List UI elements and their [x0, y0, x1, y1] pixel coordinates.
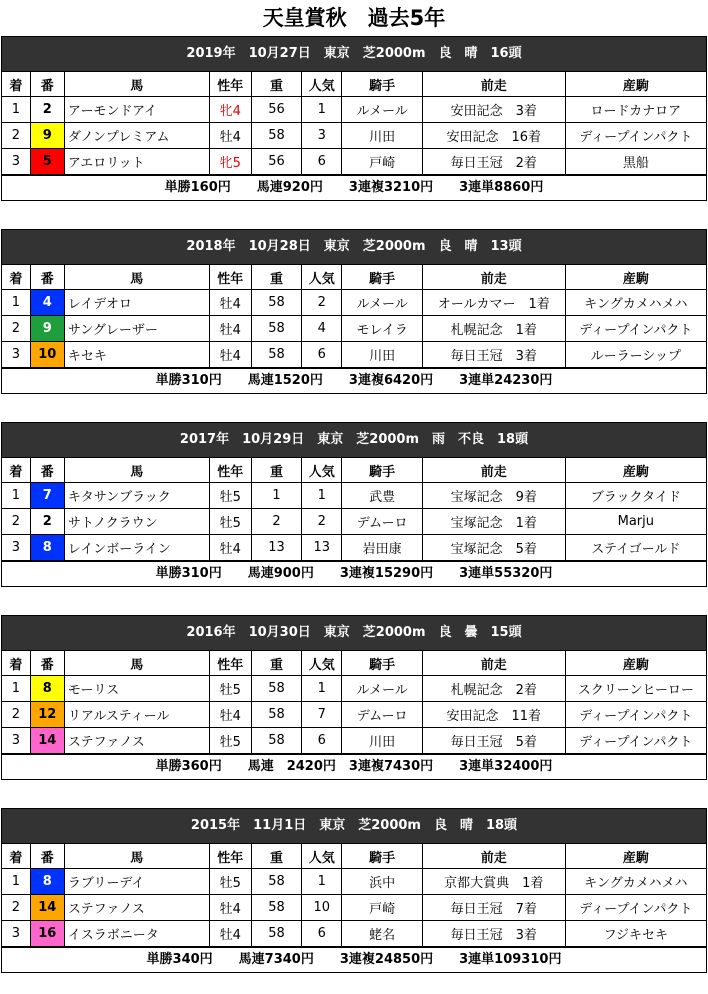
- race-list: [0, 36, 708, 973]
- prev-cell: 宝塚記念 1着: [422, 509, 565, 535]
- num-cell: 14: [30, 895, 64, 921]
- results-table: [2, 843, 706, 947]
- payout-summary: 単勝310円 馬連900円 3連複15290円 3連単55320円: [2, 561, 706, 586]
- table-row: [2, 123, 706, 149]
- payout-summary: 単勝360円 馬連 2420円 3連複7430円 3連単32400円: [2, 754, 706, 779]
- table-header-row: [2, 458, 706, 483]
- table-row: [2, 869, 706, 895]
- num-cell: 8: [30, 676, 64, 702]
- num-cell: 2: [30, 509, 64, 535]
- prev-cell: 宝塚記念 5着: [422, 535, 565, 561]
- column-header-rank: 着: [2, 265, 30, 290]
- sire-cell: ディープインパクト: [565, 895, 706, 921]
- table-row: [2, 316, 706, 342]
- column-header-num: 番: [30, 651, 64, 676]
- race-section: [1, 229, 707, 394]
- pop-cell: 6: [302, 149, 342, 175]
- horse-cell: レイデオロ: [64, 290, 209, 316]
- sexage-cell: 牡5: [209, 509, 251, 535]
- column-header-jockey: 騎手: [342, 458, 422, 483]
- num-cell: 8: [30, 869, 64, 895]
- sire-cell: ロードカナロア: [565, 97, 706, 123]
- horse-cell: イスラボニータ: [64, 921, 209, 947]
- table-row: [2, 342, 706, 368]
- sexage-cell: 牡5: [209, 483, 251, 509]
- num-cell: 16: [30, 921, 64, 947]
- sexage-cell: 牝4: [209, 97, 251, 123]
- table-row: [2, 535, 706, 561]
- table-row: [2, 921, 706, 947]
- column-header-num: 番: [30, 844, 64, 869]
- sire-cell: ディープインパクト: [565, 123, 706, 149]
- prev-cell: 安田記念 16着: [422, 123, 565, 149]
- column-header-sire: 産駒: [565, 72, 706, 97]
- pop-cell: 7: [302, 702, 342, 728]
- rank-cell: 2: [2, 895, 30, 921]
- jockey-cell: ルメール: [342, 290, 422, 316]
- pop-cell: 6: [302, 342, 342, 368]
- prev-cell: 毎日王冠 7着: [422, 895, 565, 921]
- horse-cell: キタサンブラック: [64, 483, 209, 509]
- table-row: [2, 97, 706, 123]
- column-header-sexage: 性年: [209, 458, 251, 483]
- column-header-horse: 馬: [64, 458, 209, 483]
- column-header-weight: 重: [251, 72, 301, 97]
- horse-cell: ステファノス: [64, 728, 209, 754]
- table-row: [2, 509, 706, 535]
- horse-cell: レインボーライン: [64, 535, 209, 561]
- pop-cell: 3: [302, 123, 342, 149]
- jockey-cell: デムーロ: [342, 702, 422, 728]
- horse-cell: アエロリット: [64, 149, 209, 175]
- payout-summary: 単勝340円 馬連7340円 3連複24850円 3連単109310円: [2, 947, 706, 972]
- pop-cell: 2: [302, 509, 342, 535]
- table-row: [2, 728, 706, 754]
- column-header-num: 番: [30, 265, 64, 290]
- weight-cell: 56: [251, 149, 301, 175]
- pop-cell: 1: [302, 483, 342, 509]
- sexage-cell: 牡5: [209, 676, 251, 702]
- num-cell: 4: [30, 290, 64, 316]
- table-row: [2, 483, 706, 509]
- weight-cell: 58: [251, 702, 301, 728]
- results-table: [2, 71, 706, 175]
- rank-cell: 2: [2, 509, 30, 535]
- table-header-row: [2, 265, 706, 290]
- prev-cell: 宝塚記念 9着: [422, 483, 565, 509]
- prev-cell: 毎日王冠 3着: [422, 921, 565, 947]
- column-header-sexage: 性年: [209, 651, 251, 676]
- table-row: [2, 290, 706, 316]
- sire-cell: Marju: [565, 509, 706, 535]
- horse-cell: キセキ: [64, 342, 209, 368]
- race-section: [1, 615, 707, 780]
- column-header-rank: 着: [2, 844, 30, 869]
- weight-cell: 58: [251, 895, 301, 921]
- section-gap: [0, 201, 708, 229]
- jockey-cell: 武豊: [342, 483, 422, 509]
- results-table: [2, 264, 706, 368]
- jockey-cell: ルメール: [342, 676, 422, 702]
- column-header-pop: 人気: [302, 458, 342, 483]
- prev-cell: 札幌記念 1着: [422, 316, 565, 342]
- section-gap: [0, 394, 708, 422]
- results-table: [2, 457, 706, 561]
- payout-summary: 単勝160円 馬連920円 3連複3210円 3連単8860円: [2, 175, 706, 200]
- race-header: 2016年 10月30日 東京 芝2000m 良 曇 15頭: [2, 616, 706, 650]
- payout-summary: 単勝310円 馬連1520円 3連複6420円 3連単24230円: [2, 368, 706, 393]
- sire-cell: スクリーンヒーロー: [565, 676, 706, 702]
- race-section: [1, 36, 707, 201]
- sexage-cell: 牝5: [209, 149, 251, 175]
- jockey-cell: 川田: [342, 342, 422, 368]
- column-header-weight: 重: [251, 265, 301, 290]
- race-header: 2018年 10月28日 東京 芝2000m 良 晴 13頭: [2, 230, 706, 264]
- column-header-weight: 重: [251, 844, 301, 869]
- table-row: [2, 149, 706, 175]
- pop-cell: 10: [302, 895, 342, 921]
- jockey-cell: 蛯名: [342, 921, 422, 947]
- prev-cell: 安田記念 3着: [422, 97, 565, 123]
- weight-cell: 58: [251, 290, 301, 316]
- column-header-sexage: 性年: [209, 844, 251, 869]
- rank-cell: 1: [2, 869, 30, 895]
- page-title: 天皇賞秋 過去5年: [262, 6, 446, 30]
- num-cell: 14: [30, 728, 64, 754]
- rank-cell: 1: [2, 483, 30, 509]
- column-header-sire: 産駒: [565, 265, 706, 290]
- prev-cell: 毎日王冠 5着: [422, 728, 565, 754]
- sire-cell: ステイゴールド: [565, 535, 706, 561]
- horse-cell: ラブリーデイ: [64, 869, 209, 895]
- column-header-sexage: 性年: [209, 265, 251, 290]
- sexage-cell: 牡4: [209, 535, 251, 561]
- num-cell: 12: [30, 702, 64, 728]
- prev-cell: 毎日王冠 3着: [422, 342, 565, 368]
- sexage-cell: 牡5: [209, 869, 251, 895]
- prev-cell: 札幌記念 2着: [422, 676, 565, 702]
- sexage-cell: 牡4: [209, 123, 251, 149]
- column-header-pop: 人気: [302, 265, 342, 290]
- column-header-sire: 産駒: [565, 458, 706, 483]
- rank-cell: 2: [2, 316, 30, 342]
- pop-cell: 6: [302, 728, 342, 754]
- jockey-cell: 岩田康: [342, 535, 422, 561]
- sexage-cell: 牡4: [209, 342, 251, 368]
- weight-cell: 2: [251, 509, 301, 535]
- rank-cell: 2: [2, 123, 30, 149]
- rank-cell: 3: [2, 728, 30, 754]
- jockey-cell: 川田: [342, 728, 422, 754]
- column-header-prev: 前走: [422, 265, 565, 290]
- rank-cell: 1: [2, 97, 30, 123]
- num-cell: 7: [30, 483, 64, 509]
- column-header-weight: 重: [251, 458, 301, 483]
- sexage-cell: 牡4: [209, 895, 251, 921]
- column-header-sexage: 性年: [209, 72, 251, 97]
- weight-cell: 56: [251, 97, 301, 123]
- pop-cell: 6: [302, 921, 342, 947]
- sexage-cell: 牡5: [209, 728, 251, 754]
- horse-cell: アーモンドアイ: [64, 97, 209, 123]
- column-header-prev: 前走: [422, 72, 565, 97]
- column-header-pop: 人気: [302, 844, 342, 869]
- table-row: [2, 676, 706, 702]
- column-header-jockey: 騎手: [342, 651, 422, 676]
- table-header-row: [2, 651, 706, 676]
- column-header-pop: 人気: [302, 72, 342, 97]
- rank-cell: 1: [2, 676, 30, 702]
- sire-cell: フジキセキ: [565, 921, 706, 947]
- table-row: [2, 702, 706, 728]
- num-cell: 8: [30, 535, 64, 561]
- column-header-weight: 重: [251, 651, 301, 676]
- num-cell: 5: [30, 149, 64, 175]
- race-section: [1, 422, 707, 587]
- rank-cell: 3: [2, 149, 30, 175]
- column-header-num: 番: [30, 72, 64, 97]
- sexage-cell: 牡4: [209, 290, 251, 316]
- column-header-jockey: 騎手: [342, 844, 422, 869]
- pop-cell: 1: [302, 869, 342, 895]
- jockey-cell: 浜中: [342, 869, 422, 895]
- weight-cell: 58: [251, 123, 301, 149]
- weight-cell: 58: [251, 921, 301, 947]
- jockey-cell: 戸崎: [342, 149, 422, 175]
- sire-cell: キングカメハメハ: [565, 869, 706, 895]
- sexage-cell: 牡4: [209, 702, 251, 728]
- column-header-horse: 馬: [64, 651, 209, 676]
- sire-cell: ディープインパクト: [565, 702, 706, 728]
- column-header-horse: 馬: [64, 72, 209, 97]
- weight-cell: 58: [251, 869, 301, 895]
- horse-cell: モーリス: [64, 676, 209, 702]
- column-header-horse: 馬: [64, 844, 209, 869]
- section-gap: [0, 587, 708, 615]
- num-cell: 2: [30, 97, 64, 123]
- prev-cell: オールカマー 1着: [422, 290, 565, 316]
- num-cell: 9: [30, 123, 64, 149]
- pop-cell: 13: [302, 535, 342, 561]
- race-section: [1, 808, 707, 973]
- column-header-prev: 前走: [422, 844, 565, 869]
- sexage-cell: 牡4: [209, 316, 251, 342]
- column-header-jockey: 騎手: [342, 265, 422, 290]
- section-gap: [0, 780, 708, 808]
- rank-cell: 3: [2, 921, 30, 947]
- horse-cell: ダノンプレミアム: [64, 123, 209, 149]
- column-header-rank: 着: [2, 651, 30, 676]
- weight-cell: 1: [251, 483, 301, 509]
- jockey-cell: デムーロ: [342, 509, 422, 535]
- rank-cell: 3: [2, 342, 30, 368]
- race-header: 2017年 10月29日 東京 芝2000m 雨 不良 18頭: [2, 423, 706, 457]
- table-header-row: [2, 72, 706, 97]
- rank-cell: 2: [2, 702, 30, 728]
- table-row: [2, 895, 706, 921]
- weight-cell: 58: [251, 316, 301, 342]
- weight-cell: 58: [251, 728, 301, 754]
- column-header-num: 番: [30, 458, 64, 483]
- horse-cell: サトノクラウン: [64, 509, 209, 535]
- weight-cell: 58: [251, 342, 301, 368]
- pop-cell: 1: [302, 676, 342, 702]
- column-header-prev: 前走: [422, 651, 565, 676]
- sire-cell: ルーラーシップ: [565, 342, 706, 368]
- sire-cell: ディープインパクト: [565, 316, 706, 342]
- jockey-cell: ルメール: [342, 97, 422, 123]
- column-header-prev: 前走: [422, 458, 565, 483]
- sexage-cell: 牡4: [209, 921, 251, 947]
- rank-cell: 1: [2, 290, 30, 316]
- jockey-cell: 戸崎: [342, 895, 422, 921]
- column-header-rank: 着: [2, 458, 30, 483]
- sire-cell: ディープインパクト: [565, 728, 706, 754]
- sire-cell: ブラックタイド: [565, 483, 706, 509]
- rank-cell: 3: [2, 535, 30, 561]
- table-header-row: [2, 844, 706, 869]
- column-header-rank: 着: [2, 72, 30, 97]
- horse-cell: リアルスティール: [64, 702, 209, 728]
- results-table: [2, 650, 706, 754]
- jockey-cell: モレイラ: [342, 316, 422, 342]
- race-header: 2015年 11月1日 東京 芝2000m 良 晴 18頭: [2, 809, 706, 843]
- column-header-sire: 産駒: [565, 651, 706, 676]
- pop-cell: 4: [302, 316, 342, 342]
- horse-cell: サングレーザー: [64, 316, 209, 342]
- column-header-pop: 人気: [302, 651, 342, 676]
- pop-cell: 1: [302, 97, 342, 123]
- num-cell: 9: [30, 316, 64, 342]
- num-cell: 10: [30, 342, 64, 368]
- sire-cell: キングカメハメハ: [565, 290, 706, 316]
- race-header: 2019年 10月27日 東京 芝2000m 良 晴 16頭: [2, 37, 706, 71]
- column-header-horse: 馬: [64, 265, 209, 290]
- prev-cell: 毎日王冠 2着: [422, 149, 565, 175]
- weight-cell: 13: [251, 535, 301, 561]
- jockey-cell: 川田: [342, 123, 422, 149]
- prev-cell: 安田記念 11着: [422, 702, 565, 728]
- pop-cell: 2: [302, 290, 342, 316]
- horse-cell: ステファノス: [64, 895, 209, 921]
- prev-cell: 京都大賞典 1着: [422, 869, 565, 895]
- column-header-jockey: 騎手: [342, 72, 422, 97]
- sire-cell: 黒船: [565, 149, 706, 175]
- column-header-sire: 産駒: [565, 844, 706, 869]
- weight-cell: 58: [251, 676, 301, 702]
